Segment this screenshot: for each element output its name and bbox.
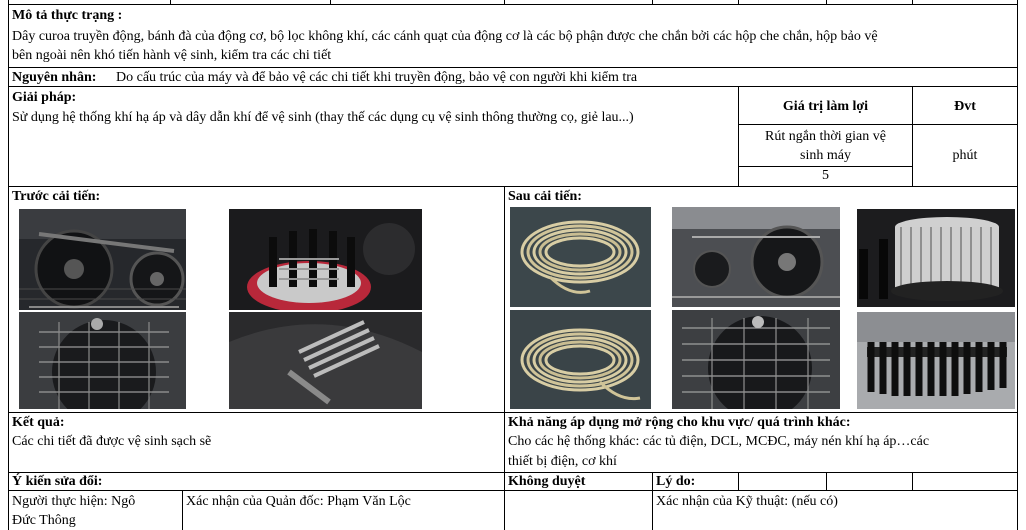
- description-line-2: bên ngoài nên khó tiến hành vệ sinh, kiểm tra các chi tiết: [12, 48, 332, 63]
- photo-after-hose-1: [510, 207, 651, 307]
- photo-after-machine: [672, 207, 840, 307]
- photo-after-hose-2: [510, 310, 651, 409]
- foreman-confirmation: Xác nhận của Quản đốc: Phạm Văn Lộc: [186, 494, 411, 509]
- benefit-description-line-1: Rút ngắn thời gian vệ: [765, 129, 886, 144]
- performer-line-1: Người thực hiện: Ngô: [12, 494, 136, 509]
- photo-before-air-filter: [229, 209, 422, 310]
- benefit-amount: 5: [822, 168, 829, 183]
- photo-before-pipes: [229, 312, 422, 409]
- before-label: Trước cải tiến:: [12, 189, 101, 204]
- solution-text: Sử dụng hệ thống khí hạ áp và dây dẫn khí để vệ sinh (thay thế các dụng cụ vệ sinh thông thường cọ, giẻ lau...): [12, 110, 634, 125]
- result-text: Các chi tiết đã được vệ sinh sạch sẽ: [12, 434, 212, 449]
- benefit-unit: phút: [952, 148, 978, 163]
- performer-line-2: Đức Thông: [12, 513, 76, 528]
- photo-after-filter: [857, 209, 1015, 307]
- result-label: Kết quả:: [12, 415, 65, 430]
- cause-label: Nguyên nhân:: [12, 70, 97, 85]
- benefit-unit-header: Đvt: [954, 99, 976, 114]
- description-label: Mô tả thực trạng :: [12, 8, 123, 23]
- cause-text: Do cấu trúc của máy và để bảo vệ các chi tiết khi truyền động, bảo vệ con người khi kiểm tra: [116, 70, 638, 85]
- technical-confirmation: Xác nhận của Kỹ thuật: (nếu có): [656, 494, 838, 509]
- description-line-1: Dây curoa truyền động, bánh đà của động cơ, bộ lọc không khí, các cánh quạt của động cơ là các bộ phận được che chắn bởi các hộp che chắn, hộp bảo vệ: [12, 29, 878, 44]
- opinion-label: Ý kiến sửa đổi:: [12, 474, 103, 489]
- photo-after-fan: [672, 310, 840, 409]
- photo-before-belt-flywheel: [19, 209, 186, 310]
- photo-before-fan: [19, 312, 186, 409]
- reject-label: Không duyệt: [508, 474, 586, 489]
- benefit-value-header: Giá trị làm lợi: [782, 99, 869, 114]
- expand-label: Khả năng áp dụng mở rộng cho khu vực/ quá trình khác:: [508, 415, 851, 430]
- reason-label: Lý do:: [656, 474, 696, 489]
- solution-label: Giải pháp:: [12, 90, 77, 105]
- expand-line-1: Cho các hệ thống khác: các tủ điện, DCL, MCĐC, máy nén khí hạ áp…các: [508, 434, 930, 449]
- benefit-description-line-2: sinh máy: [800, 148, 851, 163]
- after-label: Sau cải tiến:: [508, 189, 582, 204]
- photo-after-pipes: [857, 312, 1015, 409]
- expand-line-2: thiết bị điện, cơ khí: [508, 454, 617, 469]
